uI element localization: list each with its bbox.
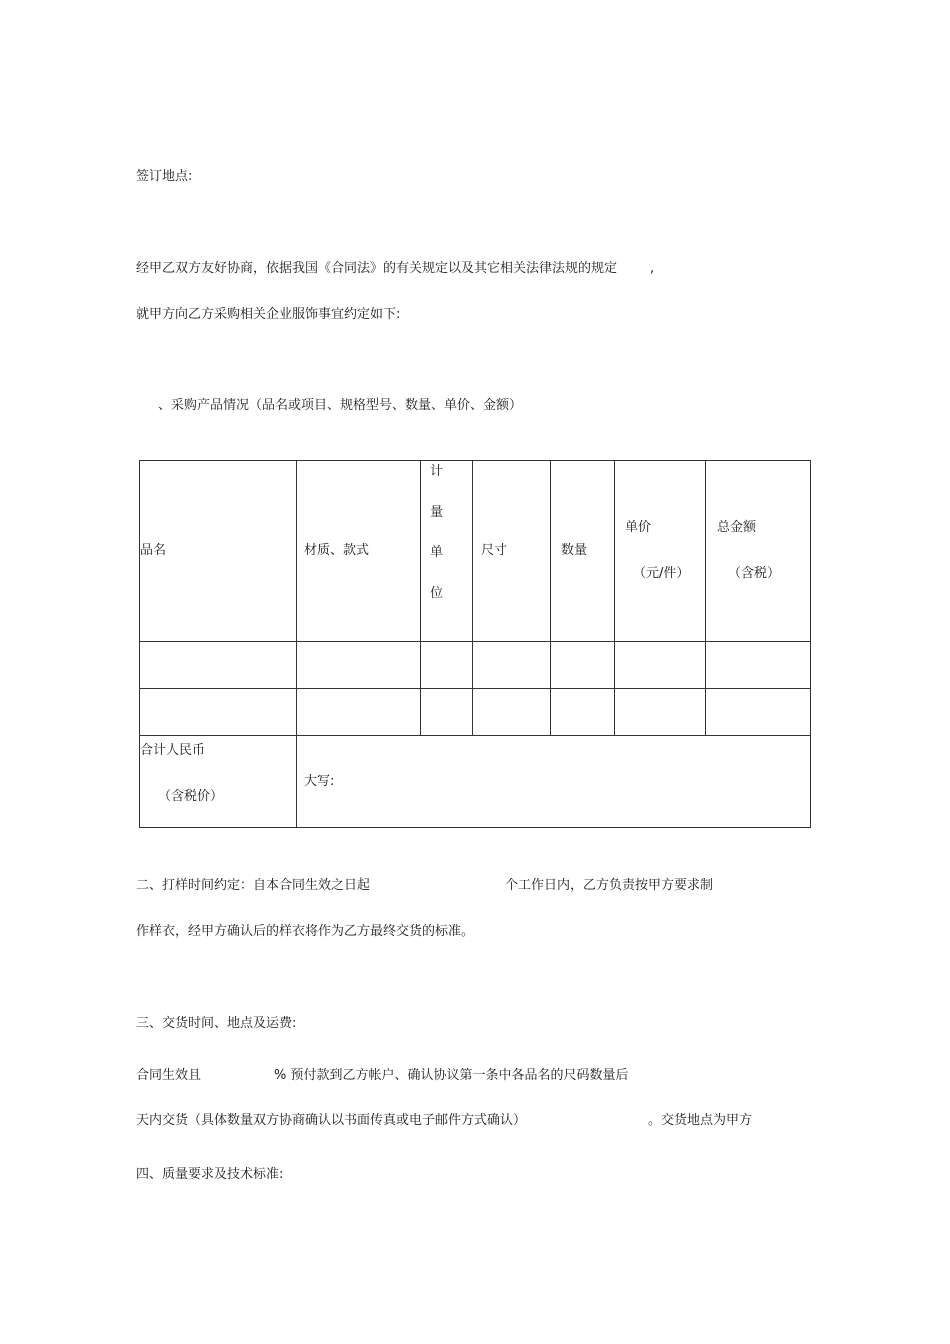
table-cell[interactable] — [615, 642, 706, 689]
table-cell[interactable] — [473, 642, 551, 689]
table-total-row — [140, 736, 811, 828]
header-unit-char: 计 — [430, 464, 444, 479]
intro-comma: , — [650, 261, 655, 276]
section2-line1-start: 二、打样时间约定：自本合同生效之日起 — [136, 878, 371, 893]
section3-line1-start: 合同生效且 — [136, 1068, 202, 1083]
section3-title: 三、交货时间、地点及运费: — [136, 1016, 297, 1031]
section2-line2: 作样衣，经甲方确认后的样衣将作为乙方最终交货的标准。 — [136, 924, 475, 939]
signing-place-label: 签订地点: — [136, 169, 193, 184]
header-unit-char: 量 — [430, 504, 444, 520]
header-cell-name — [140, 461, 297, 642]
header-cell-size — [473, 461, 551, 642]
header-cell-unit — [421, 461, 473, 642]
daxie-label: 大写: — [304, 773, 335, 789]
table-cell[interactable] — [297, 689, 421, 736]
intro-paragraph-line2: 就甲方向乙方采购相关企业服饰事宜约定如下: — [136, 307, 401, 322]
table-cell[interactable] — [551, 689, 615, 736]
table-cell[interactable] — [706, 642, 811, 689]
header-unit-char: 位 — [430, 585, 444, 601]
section2-line1-end: 个工作日内，乙方负责按甲方要求制 — [505, 878, 714, 893]
table-row — [140, 642, 811, 689]
header-name-text: 品名 — [140, 543, 167, 558]
table-cell[interactable] — [551, 642, 615, 689]
purchase-table — [139, 460, 811, 828]
section3-line2-start: 天内交货（具体数量双方协商确认以书面传真或电子邮件方式确认） — [136, 1113, 527, 1128]
table-cell[interactable] — [297, 642, 421, 689]
table-row — [140, 689, 811, 736]
header-material-text: 材质、款式 — [304, 543, 370, 558]
header-unit-price-unit: （元/件） — [633, 566, 690, 581]
total-label: 合计人民币 — [140, 743, 206, 758]
table-header-row — [140, 461, 811, 642]
table-cell[interactable] — [421, 689, 473, 736]
section1-title: 、采购产品情况（品名或项目、规格型号、数量、单价、金额） — [158, 398, 523, 413]
section4-title: 四、质量要求及技术标准: — [136, 1167, 284, 1182]
section3-line1-end: % 预付款到乙方帐户、确认协议第一条中各品名的尺码数量后 — [274, 1068, 629, 1083]
table-cell[interactable] — [140, 642, 297, 689]
table-cell[interactable] — [140, 689, 297, 736]
table-cell[interactable] — [615, 689, 706, 736]
header-cell-unit-price — [615, 461, 706, 642]
table-cell[interactable] — [421, 642, 473, 689]
table-cell[interactable] — [706, 689, 811, 736]
header-cell-material — [297, 461, 421, 642]
section3-line2-end: 。交货地点为甲方 — [648, 1113, 753, 1128]
intro-paragraph-line1: 经甲乙双方友好协商，依据我国《合同法》的有关规定以及其它相关法律法规的规定 — [136, 261, 618, 276]
header-unit-price-text: 单价 — [625, 520, 652, 535]
header-cell-quantity — [551, 461, 615, 642]
total-label-cell — [140, 736, 297, 828]
header-total-text: 总金额 — [717, 520, 757, 535]
table-cell[interactable] — [473, 689, 551, 736]
header-quantity-text: 数量 — [561, 543, 588, 558]
header-size-text: 尺寸 — [481, 543, 508, 558]
header-total-tax: （含税） — [728, 566, 781, 581]
total-label-tax: （含税价） — [158, 789, 224, 804]
header-cell-total — [706, 461, 811, 642]
header-unit-char: 单 — [430, 545, 444, 561]
daxie-cell[interactable] — [297, 736, 811, 828]
